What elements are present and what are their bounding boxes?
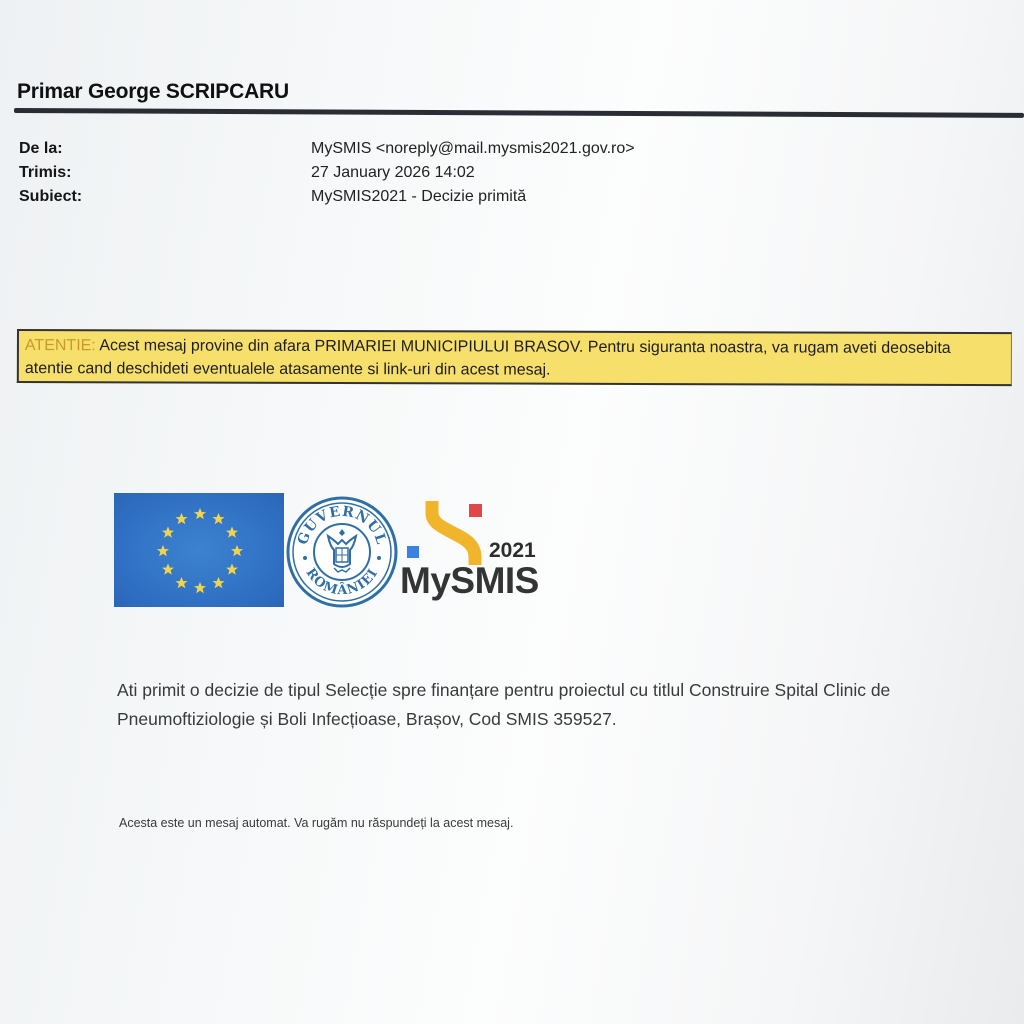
logo-strip bbox=[114, 493, 554, 613]
meta-row-from bbox=[19, 137, 999, 161]
automated-message-note: Acesta este un mesaj automat. Va rugăm nu răspundeți la acest mesaj. bbox=[119, 816, 514, 830]
meta-row-sent bbox=[19, 161, 999, 185]
sent-value: 27 January 2026 14:02 bbox=[311, 164, 475, 181]
decision-message: Ati primit o decizie de tipul Selecție spre finanțare pentru proiectul cu titlul Construire Spital Clinic de Pneumoftiziologie și Boli Infecțioase, Brașov, Cod SMIS 359527. bbox=[117, 680, 891, 729]
external-sender-warning bbox=[17, 329, 1012, 386]
subject-value: MySMIS2021 - Decizie primită bbox=[311, 188, 527, 205]
from-value: MySMIS <noreply@mail.mysmis2021.gov.ro> bbox=[311, 140, 635, 157]
mysmis-year: 2021 bbox=[489, 539, 536, 562]
recipient-header: Primar George SCRIPCARU bbox=[17, 80, 289, 103]
guvernul-romaniei-seal-icon bbox=[286, 496, 398, 608]
eu-flag-icon bbox=[114, 493, 284, 607]
header-divider bbox=[14, 108, 1024, 118]
from-label: De la: bbox=[19, 140, 63, 157]
svg-text:ROMÂNIEI: ROMÂNIEI bbox=[302, 565, 382, 599]
svg-text:GUVERNUL: GUVERNUL bbox=[294, 503, 390, 547]
warning-prefix: ATENTIE: bbox=[24, 337, 96, 355]
mysmis-wordmark: MySMIS bbox=[400, 560, 539, 601]
sent-label: Trimis: bbox=[19, 164, 72, 181]
email-meta bbox=[19, 137, 999, 209]
warning-text: Acest mesaj provine din afara PRIMARIEI MUNICIPIULUI BRASOV. Pentru siguranta noastra, va rugam aveti deosebita atentie cand deschideti eventualele atasamente si link-uri din acest mesaj. bbox=[24, 337, 951, 379]
meta-row-subject bbox=[19, 185, 999, 209]
subject-label: Subiect: bbox=[19, 188, 83, 205]
